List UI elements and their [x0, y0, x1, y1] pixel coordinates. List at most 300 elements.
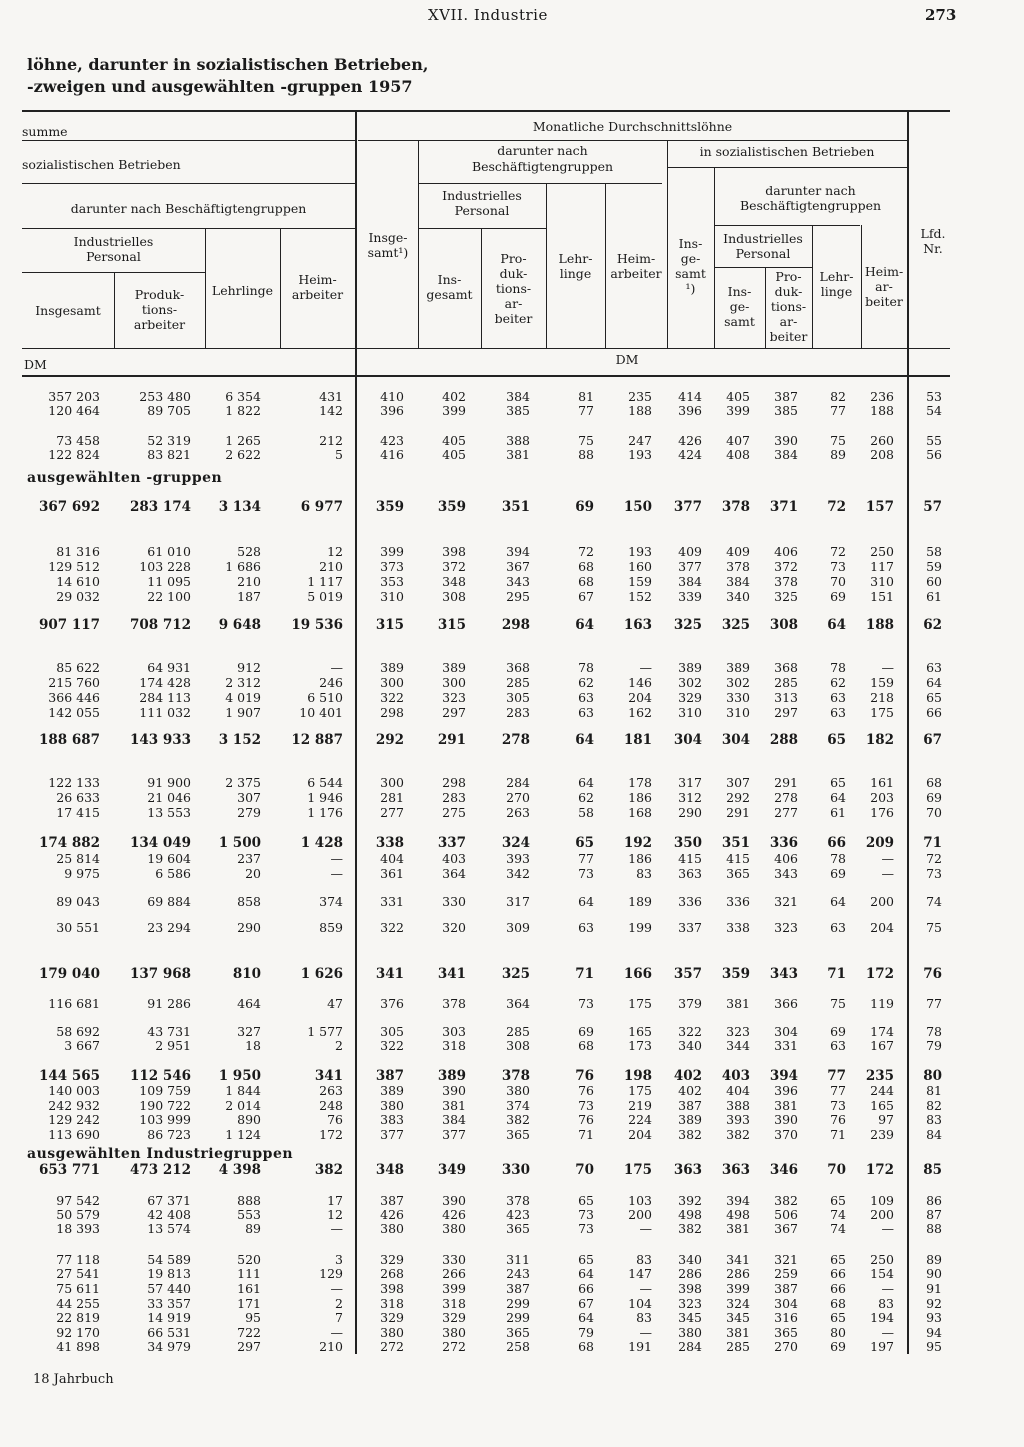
- header-darunter-nach-2: Beschäftigtengruppen: [471, 159, 614, 174]
- table-cell: 325: [673, 617, 702, 633]
- table-cell: 66: [830, 1266, 846, 1281]
- table-cell: 284 113: [139, 690, 191, 705]
- table-cell: 330: [501, 1162, 530, 1178]
- table-cell: 357: [673, 966, 702, 982]
- header-insgesamt: Insgesamt: [35, 303, 101, 318]
- table-cell: 343: [769, 966, 798, 982]
- header-ins-r-2: ge-: [729, 299, 750, 314]
- row-number: 60: [926, 574, 942, 589]
- table-cell: 119: [870, 996, 894, 1011]
- row-number: 85: [923, 1162, 942, 1178]
- table-cell: 77 118: [56, 1252, 100, 1267]
- header-ip-r-1: Industrielles: [723, 231, 803, 246]
- table-cell: 64: [578, 775, 594, 790]
- header-prod-3: tions-: [495, 281, 532, 296]
- table-cell: 325: [501, 966, 530, 982]
- table-cell: 194: [870, 1310, 894, 1325]
- table-cell: 147: [628, 1266, 652, 1281]
- header-lehr-1: Lehr-: [558, 251, 593, 266]
- table-cell: 426: [380, 1207, 404, 1222]
- table-cell: 390: [774, 1112, 798, 1127]
- row-number: 82: [926, 1098, 942, 1113]
- table-cell: 27 541: [56, 1266, 100, 1281]
- table-cell: 378: [721, 499, 750, 515]
- header-prod-r-5: beiter: [769, 329, 808, 344]
- table-cell: 189: [628, 894, 652, 909]
- table-cell: —: [330, 1325, 343, 1340]
- table-cell: 322: [380, 920, 404, 935]
- table-cell: 1 124: [225, 1127, 261, 1142]
- table-cell: 74: [830, 1221, 846, 1236]
- table-cell: 323: [774, 920, 798, 935]
- row-number: 66: [926, 705, 942, 720]
- table-cell: 137 968: [129, 966, 191, 982]
- row-number: 77: [926, 996, 942, 1011]
- table-cell: 70: [827, 1162, 846, 1178]
- row-number: 80: [923, 1068, 942, 1084]
- table-cell: 61: [830, 805, 846, 820]
- table-cell: 310: [678, 705, 702, 720]
- table-cell: 304: [774, 1296, 798, 1311]
- table-cell: 399: [442, 403, 466, 418]
- table-cell: 380: [506, 1083, 530, 1098]
- table-cell: 330: [442, 1252, 466, 1267]
- header-summe: summe: [22, 124, 68, 139]
- table-cell: 498: [726, 1207, 750, 1222]
- table-cell: 263: [319, 1083, 343, 1098]
- table-cell: 363: [673, 1162, 702, 1178]
- table-cell: 315: [437, 617, 466, 633]
- table-cell: 310: [726, 705, 750, 720]
- table-cell: 365: [506, 1127, 530, 1142]
- table-cell: 199: [628, 920, 652, 935]
- table-cell: 389: [380, 660, 404, 675]
- table-cell: 364: [442, 866, 466, 881]
- row-number: 89: [926, 1252, 942, 1267]
- row-number: 69: [926, 790, 942, 805]
- table-cell: 83 821: [147, 447, 191, 462]
- table-cell: 171: [237, 1296, 261, 1311]
- table-cell: 342: [506, 866, 530, 881]
- table-cell: 175: [628, 1083, 652, 1098]
- table-cell: 367: [506, 559, 530, 574]
- table-cell: 3 134: [218, 499, 261, 515]
- table-cell: 318: [380, 1296, 404, 1311]
- table-cell: 402: [673, 1068, 702, 1084]
- table-cell: 112 546: [129, 1068, 191, 1084]
- row-number: 73: [926, 866, 942, 881]
- table-cell: 473 212: [129, 1162, 191, 1178]
- header-heim-r-2: ar-: [875, 279, 893, 294]
- rule: [22, 140, 355, 141]
- table-cell: 388: [726, 1098, 750, 1113]
- table-cell: 89: [245, 1221, 261, 1236]
- table-cell: 204: [628, 1127, 652, 1142]
- table-cell: 83: [636, 866, 652, 881]
- table-cell: 219: [628, 1098, 652, 1113]
- table-cell: 253 480: [139, 389, 191, 404]
- table-cell: 63: [830, 1038, 846, 1053]
- table-cell: 188: [870, 403, 894, 418]
- header-lehr-r-2: linge: [820, 284, 853, 299]
- table-cell: 382: [506, 1112, 530, 1127]
- row-number: 57: [923, 499, 942, 515]
- table-cell: 359: [437, 499, 466, 515]
- rule: [418, 183, 662, 184]
- table-cell: 161: [237, 1281, 261, 1296]
- table-cell: 268: [380, 1266, 404, 1281]
- table-cell: —: [639, 1325, 652, 1340]
- table-cell: 340: [678, 1038, 702, 1053]
- table-cell: 387: [506, 1281, 530, 1296]
- table-cell: 182: [865, 732, 894, 748]
- row-number: 91: [926, 1281, 942, 1296]
- table-cell: 67: [578, 589, 594, 604]
- table-cell: 405: [442, 447, 466, 462]
- table-cell: 321: [774, 1252, 798, 1267]
- table-cell: 366: [774, 996, 798, 1011]
- table-cell: 117: [870, 559, 894, 574]
- table-cell: 299: [506, 1296, 530, 1311]
- table-cell: 331: [380, 894, 404, 909]
- table-cell: 394: [506, 544, 530, 559]
- table-cell: 212: [319, 433, 343, 448]
- table-cell: 186: [628, 851, 652, 866]
- row-number: 54: [926, 403, 942, 418]
- table-cell: 157: [865, 499, 894, 515]
- table-cell: 385: [506, 403, 530, 418]
- header-insgesamt1-2: samt¹): [367, 245, 409, 260]
- table-cell: 321: [774, 894, 798, 909]
- table-cell: 344: [726, 1038, 750, 1053]
- table-cell: 69: [830, 589, 846, 604]
- table-cell: 390: [774, 433, 798, 448]
- table-cell: 292: [726, 790, 750, 805]
- table-cell: 810: [232, 966, 261, 982]
- table-cell: 553: [237, 1207, 261, 1222]
- table-cell: 297: [442, 705, 466, 720]
- table-cell: 381: [506, 447, 530, 462]
- header-produktionsarbeiter-1: Produk-: [134, 287, 185, 302]
- page-number: 273: [925, 6, 957, 24]
- table-cell: 308: [769, 617, 798, 633]
- table-cell: 378: [774, 574, 798, 589]
- row-number: 90: [926, 1266, 942, 1281]
- table-cell: 316: [774, 1310, 798, 1325]
- header-darunter-r-1: darunter nach: [765, 183, 856, 198]
- table-cell: 61 010: [147, 544, 191, 559]
- table-cell: 396: [774, 1083, 798, 1098]
- table-cell: 18 393: [56, 1221, 100, 1236]
- header-prod-r-4: ar-: [779, 314, 798, 329]
- table-cell: 41 898: [56, 1339, 100, 1354]
- header-personal: Personal: [86, 249, 141, 264]
- table-cell: 71: [575, 966, 594, 982]
- table-cell: 172: [319, 1127, 343, 1142]
- table-cell: 402: [442, 389, 466, 404]
- table-cell: 327: [237, 1024, 261, 1039]
- table-cell: 366 446: [48, 690, 100, 705]
- table-cell: 192: [623, 835, 652, 851]
- table-cell: 65: [578, 1252, 594, 1267]
- table-cell: 890: [237, 1112, 261, 1127]
- table-cell: 424: [678, 447, 702, 462]
- table-cell: 64: [830, 790, 846, 805]
- table-cell: 174 428: [139, 675, 191, 690]
- table-cell: 357 203: [48, 389, 100, 404]
- row-number: 75: [926, 920, 942, 935]
- header-lfd-1: Lfd.: [920, 226, 946, 241]
- table-cell: 62: [830, 675, 846, 690]
- table-cell: 320: [442, 920, 466, 935]
- row-number: 93: [926, 1310, 942, 1325]
- row-number: 86: [926, 1193, 942, 1208]
- table-cell: 77: [578, 403, 594, 418]
- table-cell: 165: [870, 1098, 894, 1113]
- header-prod-4: ar-: [504, 296, 523, 311]
- header-ins-r-3: samt: [724, 314, 755, 329]
- table-cell: —: [330, 866, 343, 881]
- table-cell: 210: [319, 559, 343, 574]
- table-cell: 65: [575, 835, 594, 851]
- table-cell: 85 622: [56, 660, 100, 675]
- table-cell: 218: [870, 690, 894, 705]
- table-cell: 243: [506, 1266, 530, 1281]
- header-prod-1: Pro-: [500, 251, 527, 266]
- table-cell: 17 415: [56, 805, 100, 820]
- table-cell: 330: [726, 690, 750, 705]
- row-number: 81: [926, 1083, 942, 1098]
- table-cell: 64: [578, 894, 594, 909]
- table-cell: 859: [319, 920, 343, 935]
- table-cell: 20: [245, 866, 261, 881]
- table-cell: 152: [628, 589, 652, 604]
- table-cell: 382: [678, 1221, 702, 1236]
- table-cell: 415: [726, 851, 750, 866]
- table-cell: 109 759: [139, 1083, 191, 1098]
- row-number: 83: [926, 1112, 942, 1127]
- table-cell: 73: [578, 996, 594, 1011]
- table-cell: 389: [678, 1112, 702, 1127]
- header-prod-5: beiter: [494, 311, 533, 326]
- table-cell: 134 049: [129, 835, 191, 851]
- table-cell: 340: [678, 1252, 702, 1267]
- table-cell: 341: [375, 966, 404, 982]
- footer-text: 18 Jahrbuch: [33, 1372, 114, 1387]
- table-cell: 385: [774, 403, 798, 418]
- table-cell: 343: [774, 866, 798, 881]
- header-insgesamt1-1: Insge-: [368, 230, 408, 245]
- table-cell: 325: [774, 589, 798, 604]
- table-cell: 140 003: [48, 1083, 100, 1098]
- row-number: 72: [926, 851, 942, 866]
- table-cell: 311: [506, 1252, 530, 1267]
- rule: [715, 267, 812, 268]
- table-cell: 367 692: [38, 499, 100, 515]
- table-cell: 65: [827, 732, 846, 748]
- table-cell: 1 117: [307, 574, 343, 589]
- table-cell: 204: [628, 690, 652, 705]
- table-cell: 73: [578, 1221, 594, 1236]
- table-cell: 292: [375, 732, 404, 748]
- table-cell: 72: [578, 544, 594, 559]
- row-number: 87: [926, 1207, 942, 1222]
- table-cell: 77: [830, 1083, 846, 1098]
- table-cell: 6 510: [307, 690, 343, 705]
- table-cell: 329: [380, 1252, 404, 1267]
- table-cell: 396: [678, 403, 702, 418]
- table-cell: —: [881, 1281, 894, 1296]
- table-cell: 339: [678, 589, 702, 604]
- header-industrielles: Industrielles: [73, 234, 154, 249]
- table-cell: 653 771: [38, 1162, 100, 1178]
- table-cell: 246: [319, 675, 343, 690]
- table-cell: 389: [442, 660, 466, 675]
- table-cell: 528: [237, 544, 261, 559]
- table-cell: 387: [380, 1193, 404, 1208]
- table-cell: 64: [575, 732, 594, 748]
- table-cell: 260: [870, 433, 894, 448]
- table-cell: 68: [578, 1339, 594, 1354]
- table-cell: 6 354: [225, 389, 261, 404]
- divider: [355, 112, 357, 1354]
- table-cell: 404: [726, 1083, 750, 1098]
- table-cell: 151: [870, 589, 894, 604]
- table-cell: 305: [380, 1024, 404, 1039]
- table-cell: 175: [628, 996, 652, 1011]
- table-cell: 383: [380, 1112, 404, 1127]
- row-number: 62: [923, 617, 942, 633]
- table-cell: 65: [830, 1310, 846, 1325]
- table-cell: 80: [830, 1325, 846, 1340]
- table-cell: 331: [774, 1038, 798, 1053]
- header-lehrlinge: Lehrlinge: [211, 283, 274, 298]
- table-cell: 377: [442, 1127, 466, 1142]
- table-cell: 277: [774, 805, 798, 820]
- table-cell: 416: [380, 447, 404, 462]
- table-cell: 73: [578, 1207, 594, 1222]
- table-cell: 7: [335, 1310, 343, 1325]
- table-cell: 304: [774, 1024, 798, 1039]
- table-cell: 150: [623, 499, 652, 515]
- table-cell: 79: [578, 1325, 594, 1340]
- table-cell: 338: [375, 835, 404, 851]
- table-cell: 272: [380, 1339, 404, 1354]
- table-cell: 285: [506, 675, 530, 690]
- table-cell: 266: [442, 1266, 466, 1281]
- row-number: 56: [926, 447, 942, 462]
- table-cell: 288: [769, 732, 798, 748]
- header-heimarbeiter-2: arbeiter: [291, 287, 344, 302]
- table-cell: —: [881, 1325, 894, 1340]
- table-cell: 175: [623, 1162, 652, 1178]
- rule: [22, 348, 950, 349]
- table-cell: 18: [245, 1038, 261, 1053]
- table-cell: 381: [442, 1098, 466, 1113]
- table-cell: 322: [380, 690, 404, 705]
- table-cell: 270: [506, 790, 530, 805]
- table-cell: 67: [578, 1296, 594, 1311]
- table-cell: 5: [335, 447, 343, 462]
- table-cell: 281: [380, 790, 404, 805]
- table-cell: 414: [678, 389, 702, 404]
- table-cell: 68: [578, 559, 594, 574]
- table-cell: 387: [375, 1068, 404, 1084]
- table-cell: 389: [437, 1068, 466, 1084]
- table-cell: 365: [774, 1325, 798, 1340]
- table-cell: 380: [678, 1325, 702, 1340]
- rule: [715, 225, 860, 226]
- table-cell: 1 577: [307, 1024, 343, 1039]
- table-cell: —: [330, 1281, 343, 1296]
- table-cell: 50 579: [56, 1207, 100, 1222]
- table-cell: 9 648: [218, 617, 261, 633]
- table-cell: 307: [237, 790, 261, 805]
- table-cell: 377: [673, 499, 702, 515]
- table-cell: 2 622: [225, 447, 261, 462]
- table-cell: 129 512: [48, 559, 100, 574]
- table-cell: 322: [380, 1038, 404, 1053]
- table-cell: 69: [578, 1024, 594, 1039]
- table-cell: 89: [830, 447, 846, 462]
- table-cell: 345: [726, 1310, 750, 1325]
- table-cell: 89 043: [56, 894, 100, 909]
- table-cell: 237: [237, 851, 261, 866]
- table-cell: 1 265: [225, 433, 261, 448]
- table-cell: 82: [830, 389, 846, 404]
- table-cell: 377: [678, 559, 702, 574]
- table-cell: 325: [721, 617, 750, 633]
- table-cell: 302: [726, 675, 750, 690]
- table-cell: 62: [578, 675, 594, 690]
- table-cell: 72: [830, 544, 846, 559]
- table-cell: 380: [442, 1325, 466, 1340]
- table-cell: 285: [506, 1024, 530, 1039]
- table-cell: 77: [578, 851, 594, 866]
- table-cell: 363: [721, 1162, 750, 1178]
- table-cell: 324: [726, 1296, 750, 1311]
- table-cell: 200: [870, 1207, 894, 1222]
- table-cell: 372: [774, 559, 798, 574]
- table-cell: 78: [830, 660, 846, 675]
- table-cell: 73 458: [56, 433, 100, 448]
- header-insge-r-1: Ins-: [678, 236, 703, 251]
- table-cell: 174: [870, 1024, 894, 1039]
- table-cell: 382: [774, 1193, 798, 1208]
- table-cell: 9 975: [64, 866, 100, 881]
- row-number: 76: [923, 966, 942, 982]
- table-cell: 71: [830, 1127, 846, 1142]
- table-cell: 382: [678, 1127, 702, 1142]
- table-cell: —: [881, 1221, 894, 1236]
- table-cell: 63: [578, 920, 594, 935]
- row-number: 92: [926, 1296, 942, 1311]
- table-cell: 399: [726, 1281, 750, 1296]
- header-lehr-2: linge: [559, 266, 592, 281]
- table-cell: 370: [774, 1127, 798, 1142]
- table-cell: —: [330, 851, 343, 866]
- row-number: 67: [923, 732, 942, 748]
- table-cell: 353: [380, 574, 404, 589]
- table-cell: 302: [678, 675, 702, 690]
- table-cell: 318: [442, 1296, 466, 1311]
- table-cell: 381: [726, 1221, 750, 1236]
- table-cell: 11 095: [147, 574, 191, 589]
- table-cell: 390: [442, 1083, 466, 1098]
- table-cell: —: [881, 660, 894, 675]
- table-cell: 129 242: [48, 1112, 100, 1127]
- table-cell: 242 932: [48, 1098, 100, 1113]
